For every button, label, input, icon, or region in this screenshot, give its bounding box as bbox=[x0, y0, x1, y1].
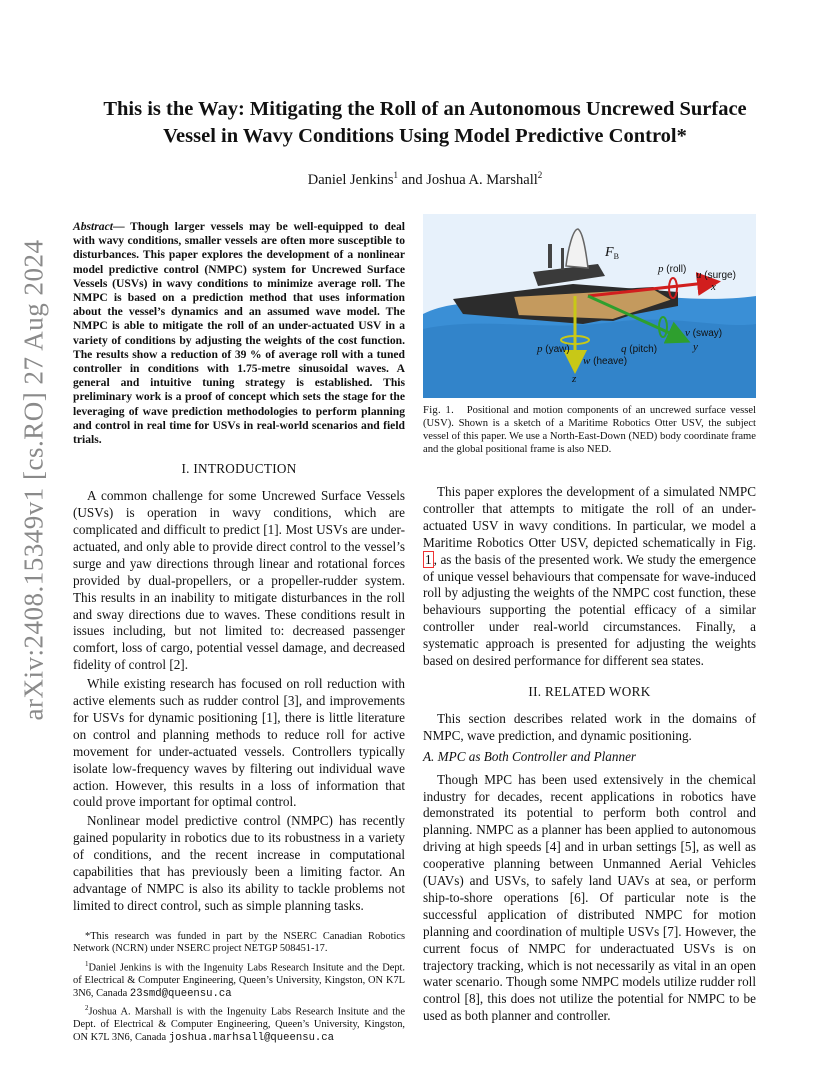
left-column bbox=[73, 220, 405, 1047]
paragraph-text: This paper explores the development of a simulated NMPC controller that attempts to mitigate the roll of an under-actuated USV in wavy conditions. In particular, we model a Maritime Robotics Otter USV, depicted schematically in Fig. bbox=[423, 484, 756, 550]
x-axis-label: x bbox=[711, 281, 716, 293]
related-work-paragraph: This section describes related work in the domains of NMPC, wave prediction, and dynamic positioning. bbox=[423, 710, 756, 743]
usv-mast bbox=[548, 244, 552, 268]
author-1-affil: 1 bbox=[393, 170, 399, 180]
figure-usv-diagram bbox=[423, 214, 756, 398]
abstract-label: Abstract bbox=[73, 220, 113, 233]
affiliation-text: Joshua A. Marshall is with the Ingenuity Labs Research Insitute and the Dept. of Electrical & Computer Engineering, Queen’s University, Kingston, ON K7L 3N6, Canada bbox=[73, 1006, 405, 1043]
affiliation-footnote-1 bbox=[73, 958, 405, 1000]
email-link[interactable]: joshua.marhsall@queensu.ca bbox=[168, 1031, 335, 1044]
section-heading-introduction: I. INTRODUCTION bbox=[181, 461, 297, 477]
related-work-paragraph: Though MPC has been used extensively in the chemical industry for decades, recent applications in robotics have demonstrated its potential to perform both control and planning. NMPC as a planner has been applied to autonomous driving at high speeds [4] and in urban settings [5], as well as cooperative planning between Unmanned Aerial Vehicles (UAVs) and USVs, to safely land UAVs at sea, or perform ship-to-shore operations [6]. Of particular note is the successful application of distributed NMPC for motion planning and coordination of multiple USVs [7]. However, the current focus of NMPC for underactuated USVs is on trajectory tracking, which is not necessarily as vital in an open water scenario. Though some NMPC models utilize rudder roll control [8], this does not utilize the potential for NMPC to be used as both planner and controller. bbox=[423, 771, 756, 1024]
footnotes bbox=[73, 931, 405, 1045]
affiliation-footnote-2 bbox=[73, 1002, 405, 1044]
pitch-label: q (pitch) bbox=[621, 343, 658, 355]
body-frame-label: $F_B$ bbox=[605, 245, 619, 261]
z-axis-label: z bbox=[572, 373, 577, 385]
paragraph-text: , as the basis of the presented work. We study the emergence of unique vessel behaviours that compensate for wave-induced roll by adjusting the weights of the NMPC cost function, these behaviours supporting the potential efficacy of a similar controller under real-world circumstances. Finally, a systematic approach is presented for adjusting the weights based on desired performance for different sea states. bbox=[423, 551, 756, 669]
arxiv-id: arXiv:2408.15349v1 [cs.RO] 27 Aug 2024 bbox=[18, 239, 49, 721]
author-connector: and bbox=[398, 171, 427, 188]
yaw-label: p (yaw) bbox=[537, 343, 570, 355]
abstract-text: Though larger vessels may be well-equipped to deal with wavy conditions, smaller vessels are often more susceptible to disturbances. This paper explores the development of a nonlinear model predictive control (NMPC) system for Uncrewed Surface Vessels (USVs) in wavy conditions to minimize average roll. The NMPC is based on a prediction method that uses information about the vessel’s dynamics and an assumed wave model. The NMPC is able to mitigate the roll of an under-actuated USV in a variety of conditions by adjusting the weights of the cost function. The results show a reduction of 39 % of average roll with a tuned controller in conditions with 1.75-metre sinusoidal waves. A general and intuitive tuning strategy is established. This preliminary work is a proof of concept which sets the stage for the leveraging of wave prediction methodologies to perform planning and control in real time for USVs in real-world scenarios and field trials. bbox=[73, 220, 405, 447]
sway-label: v (sway) bbox=[685, 327, 723, 339]
footnote-marker: 1 bbox=[85, 960, 89, 968]
author-2: Joshua A. Marshall bbox=[426, 171, 538, 188]
surge-label: u (surge) bbox=[696, 269, 736, 281]
roll-label: p (roll) bbox=[658, 263, 687, 275]
section-heading-related-work: II. RELATED WORK bbox=[528, 683, 651, 699]
affiliation-text: Daniel Jenkins is with the Ingenuity Labs Research Insitute and the Dept. of Electrical & Computer Engineering, Queen’s University, Kingston, ON K7L 3N6, Canada bbox=[73, 962, 405, 999]
usv-sketch bbox=[423, 214, 756, 398]
funding-footnote: *This research was funded in part by the NSERC Canadian Robotics Network (NCRN) under NSERC project NETGP 508451-17. bbox=[73, 930, 405, 955]
email-link[interactable]: 23smd@queensu.ca bbox=[129, 987, 232, 1000]
intro-paragraph: A common challenge for some Uncrewed Surface Vessels (USVs) is operation in wavy conditions, which are complicated and difficult to predict [1]. Most USVs are under-actuated, and only able to provide direct control to the vessel’s surge and yaw directions through linear and rotational forces provided by dual-propellers, or a propeller-rudder system. This results in an inability to mitigate disturbances in the roll and sway directions due to waves. These conditions result in issues including, but not limited to: decreased passenger comfort, loss of cargo, potential vessel damage, and decreased fidelity of control [2]. bbox=[73, 488, 405, 673]
y-axis-label: y bbox=[693, 341, 698, 353]
right-column bbox=[423, 484, 756, 1027]
caption-text: Positional and motion components of an uncrewed surface vessel (USV). Shown is a sketch of a Maritime Robotics Otter USV, the subject vessel of this paper. We use a North-East-Down (NED) body coordinate frame and the global positional frame is also NED. bbox=[423, 405, 756, 455]
author-2-affil: 2 bbox=[537, 170, 543, 180]
intro-paragraph: While existing research has focused on roll reduction with active elements such as rudder control [3], and improvements for USVs for dynamic positioning [1], there is little literature on control and planning methods to reduce roll for active movement for under-actuated vessels. Controllers typically isolate low-frequency waves by filtering out individual wave action. However, this results in a loss of information that could prove important for optimal control. bbox=[73, 676, 405, 810]
intro-paragraph bbox=[423, 484, 756, 670]
caption-label: Fig. 1. bbox=[423, 405, 455, 416]
intro-paragraph: Nonlinear model predictive control (NMPC) has recently gained popularity in robotics due to its robustness in a variety of conditions, and the recent increase in computational capabilities that has previously been a limiting factor. An advantage of NMPC is also its ability to tackle problems not limited to direct control, such as simple planning tasks. bbox=[73, 813, 405, 913]
author-1: Daniel Jenkins bbox=[307, 171, 394, 188]
arxiv-identifier-sidebar bbox=[12, 200, 56, 760]
footnote-marker: 2 bbox=[85, 1004, 89, 1013]
figure-reference-link[interactable]: 1 bbox=[425, 551, 432, 567]
abstract-dash: — bbox=[112, 220, 131, 233]
usv-mast bbox=[561, 248, 564, 270]
heave-label: w (heave) bbox=[583, 355, 628, 367]
figure-caption bbox=[423, 405, 756, 457]
abstract bbox=[73, 220, 405, 447]
subsection-heading: A. MPC as Both Controller and Planner bbox=[423, 748, 637, 764]
author-line bbox=[80, 170, 770, 189]
paper-title: This is the Way: Mitigating the Roll of an Autonomous Uncrewed Surface Vessel in Wavy Conditions Using Model Predictive Control* bbox=[103, 98, 747, 147]
